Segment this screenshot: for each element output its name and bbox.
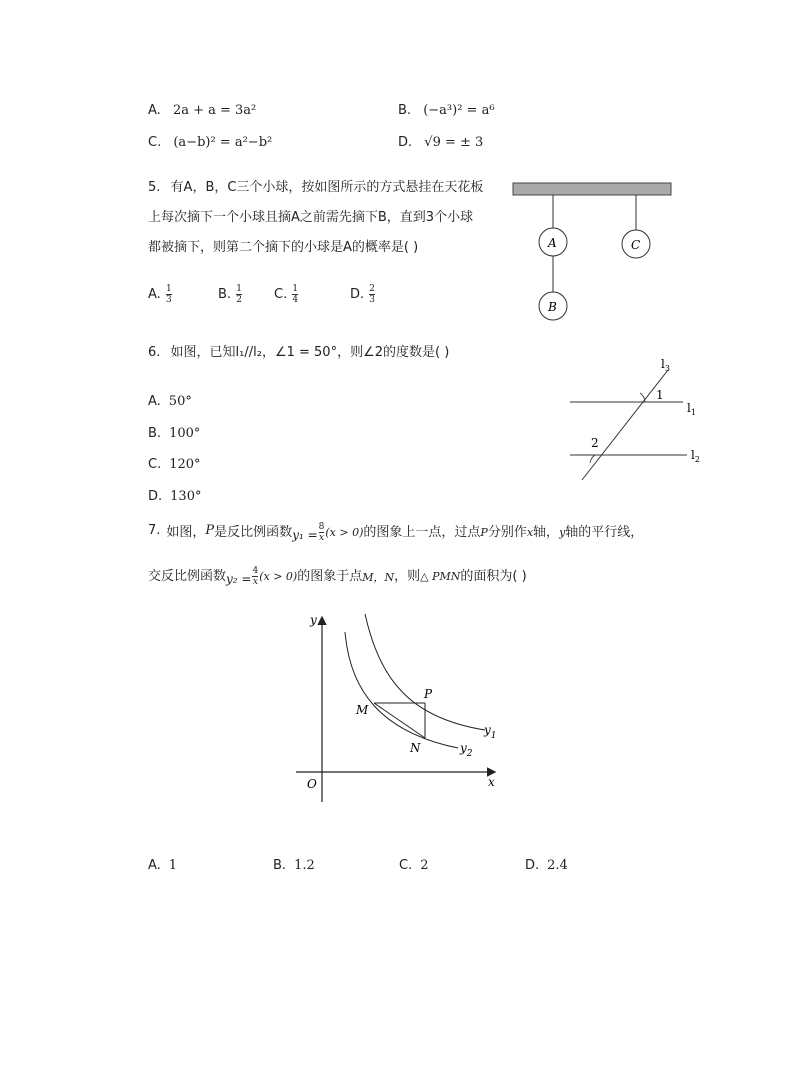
- q7-text: 的图象上一点，过点: [363, 525, 481, 540]
- question-number: 7.: [148, 523, 161, 538]
- q5-line3: 都被摘下，则第二个摘下的小球是A的概率是( ): [148, 240, 419, 255]
- q6-stem-text: 如图，已知l₁//l₂，∠1 = 50°，则∠2的度数是( ): [170, 345, 450, 360]
- q6-options: [148, 386, 201, 512]
- q5-option-a: [148, 284, 218, 305]
- q6-stem: [148, 341, 449, 360]
- q7-option-c: C. 2: [399, 858, 429, 873]
- point-p-label: P: [424, 687, 433, 701]
- angle-2-label: 2: [591, 436, 599, 450]
- q7-var: x: [526, 526, 534, 539]
- option-text: √9 = ± 3: [424, 135, 484, 150]
- q7-function-graph: [290, 610, 510, 810]
- fraction: $\frac{1}{4}$: [292, 284, 299, 305]
- ball-b-label: B: [548, 300, 557, 314]
- q6-option-d: D. 130°: [148, 488, 202, 504]
- q7-var: P: [480, 526, 488, 539]
- option-label: A.: [148, 287, 161, 302]
- q7-text: 的面积为( ): [460, 569, 527, 584]
- q7-stem-line1: [148, 518, 643, 543]
- q7-option-b: B. 1.2: [273, 858, 315, 873]
- q7-var: △ PMN: [420, 570, 461, 583]
- ball-a-label: A: [548, 236, 557, 250]
- q5-stem: [148, 173, 483, 263]
- y1-condition: (x > 0): [325, 526, 364, 539]
- ball-c-label: C: [631, 238, 641, 252]
- y2-curve-label: $y_2$: [460, 741, 473, 759]
- q7-stem-line2: [148, 562, 527, 587]
- angle-1-label: 1: [656, 388, 664, 402]
- q5-line1: 有A，B，C三个小球，按如图所示的方式悬挂在天花板: [170, 180, 484, 195]
- q5-option-d: [350, 284, 376, 305]
- q5-option-b: [218, 284, 274, 305]
- fraction: $\frac{1}{2}$: [236, 284, 242, 305]
- y-axis-label: y: [310, 613, 317, 627]
- q6-option-a: A. 50°: [148, 394, 192, 409]
- q4-option-d: [398, 135, 483, 150]
- q7-options: [148, 858, 568, 873]
- q7-text: 交反比例函数: [148, 569, 227, 584]
- option-text: 2a + a = 3a²: [172, 103, 257, 118]
- q5-line2: 上每次摘下一个小球且摘A之前需先摘下B，直到3个小球: [148, 210, 474, 225]
- option-label: C.: [274, 287, 288, 302]
- option-text: (a−b)² = a²−b²: [173, 135, 273, 150]
- y2-condition: (x > 0): [259, 570, 298, 583]
- q7-text: 是反比例函数: [214, 525, 293, 540]
- q7-text: 如图，: [166, 525, 206, 540]
- y1-curve-label: $y_1$: [484, 723, 497, 741]
- q7-option-d: D. 2.4: [525, 858, 568, 873]
- question-number: 6.: [148, 345, 161, 360]
- option-text: (−a³)² = a⁶: [423, 103, 495, 118]
- q5-ball-figure: [510, 180, 675, 325]
- q4-option-a: [148, 103, 256, 118]
- y2-fraction: $\frac{4}{x}$: [252, 566, 259, 587]
- curve-y2: [345, 632, 458, 748]
- option-label: B.: [218, 287, 232, 302]
- q4-option-b: [398, 103, 495, 118]
- y1-equation: y₁ =: [292, 527, 318, 542]
- fraction: $\frac{1}{3}$: [165, 284, 172, 305]
- q7-var: M，N: [362, 570, 395, 584]
- q6-option-b: B. 100°: [148, 425, 201, 441]
- q6-option-c: C. 120°: [148, 457, 201, 472]
- fraction: $\frac{2}{3}$: [369, 284, 376, 305]
- segment-mn: [374, 703, 425, 738]
- q7-var: P: [205, 523, 215, 538]
- q6-parallel-lines-figure: [565, 355, 715, 485]
- origin-label: O: [307, 777, 317, 791]
- option-label: B.: [398, 103, 412, 118]
- q4-option-c: [148, 135, 272, 150]
- y2-equation: y₂ =: [226, 571, 252, 586]
- option-label: D.: [398, 135, 413, 150]
- option-label: A.: [148, 103, 161, 118]
- q5-option-c: [274, 284, 350, 305]
- y1-fraction: $\frac{8}{x}$: [318, 522, 325, 543]
- q5-options: [148, 284, 376, 305]
- x-axis-label: x: [488, 775, 495, 789]
- option-label: C.: [148, 135, 162, 150]
- option-label: D.: [350, 287, 365, 302]
- l3-label: $l_3$: [661, 357, 670, 373]
- l2-label: $l_2$: [691, 448, 700, 464]
- q7-text: 轴，: [533, 525, 560, 540]
- q7-option-a: A. 1: [148, 858, 178, 873]
- q7-text: 分别作: [487, 525, 527, 540]
- ceiling-bar: [513, 183, 671, 195]
- l1-label: $l_1$: [687, 401, 696, 417]
- q7-text: ，则: [394, 569, 421, 584]
- point-n-label: N: [410, 741, 421, 755]
- line-l3: [582, 370, 668, 480]
- q7-text: 轴的平行线，: [565, 525, 644, 540]
- q7-var: y: [559, 526, 566, 539]
- point-m-label: M: [356, 703, 369, 717]
- question-number: 5.: [148, 180, 161, 195]
- q7-text: 的图象于点: [297, 569, 363, 584]
